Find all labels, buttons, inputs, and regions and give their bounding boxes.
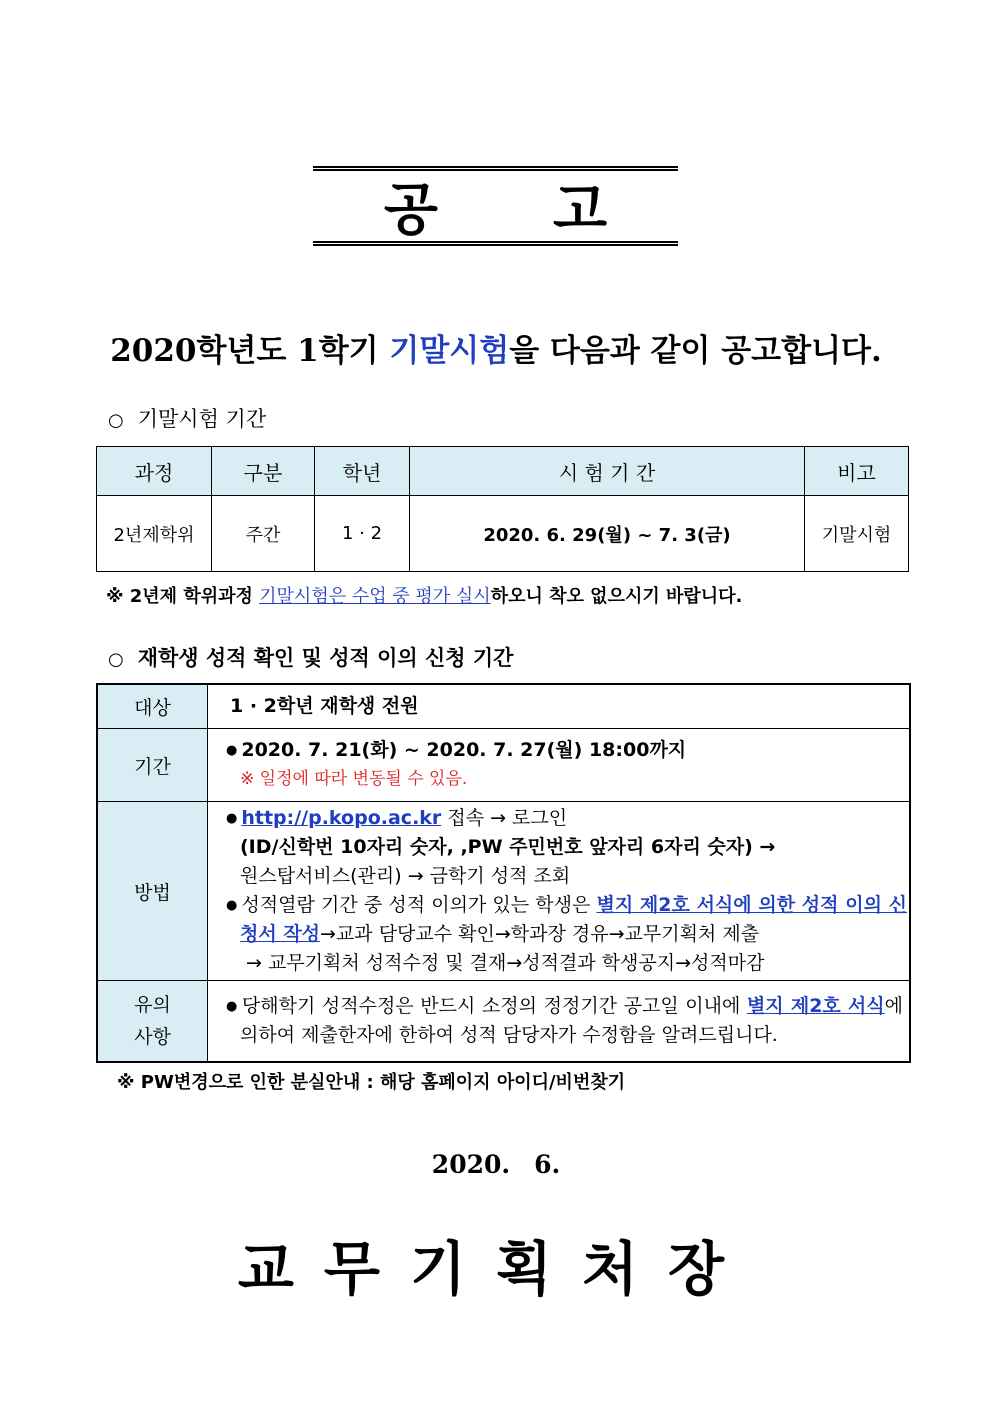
cell-grade: 1 · 2 (315, 496, 410, 572)
headline-suffix: 을 다음과 같이 공고합니다. (509, 333, 882, 369)
exam-period-table (96, 446, 909, 572)
appeal-form-link[interactable]: 별지 제2호 서식에 의한 성적 이의 신청서 작성 (240, 894, 908, 945)
label-caution-1: 유의 (134, 994, 171, 1016)
period-note: ※ 일정에 따라 변동될 수 있음. (240, 769, 468, 789)
table-row (97, 496, 909, 572)
headline (0, 325, 992, 370)
dot-bullet-icon: ● (226, 811, 238, 826)
exam-note-prefix: ※ 2년제 학위과정 (106, 586, 260, 607)
headline-highlight: 기말시험 (389, 333, 510, 369)
value-period (208, 729, 911, 802)
row-method (97, 802, 910, 981)
circle-bullet-icon: ○ (108, 410, 124, 431)
table-header-row (97, 447, 909, 496)
section1-title (108, 403, 266, 433)
label-target: 대상 (97, 684, 208, 729)
header-grade: 학년 (315, 447, 410, 496)
method-appeal-pre: 성적열람 기간 중 성적 이의가 있는 학생은 (241, 894, 597, 916)
method-appeal-post: →교과 담당교수 확인→학과장 경유→교무기획처 제출 (320, 923, 760, 945)
exam-note (106, 582, 742, 608)
value-method (208, 802, 911, 981)
date-month: 6. (534, 1150, 561, 1179)
row-caution (97, 981, 910, 1063)
portal-link[interactable]: http://p.kopo.ac.kr (241, 807, 442, 829)
section2-title (108, 642, 513, 672)
row-period (97, 729, 910, 802)
caution-form-link[interactable]: 별지 제2호 서식 (746, 995, 885, 1017)
title-char-left: 공 (383, 178, 438, 243)
label-method: 방법 (97, 802, 208, 981)
notice-date (0, 1150, 992, 1179)
header-course: 과정 (97, 447, 212, 496)
method-credentials: (ID/신학번 10자리 숫자, ,PW 주민번호 앞자리 6자리 숫자) → (240, 836, 776, 858)
method-step1: 접속 → 로그인 (441, 807, 568, 829)
exam-note-highlight: 기말시험은 수업 중 평가 실시 (259, 586, 491, 607)
method-step2: 원스탑서비스(관리) → 금학기 성적 조회 (240, 865, 571, 887)
cell-type: 주간 (212, 496, 315, 572)
password-note: ※ PW변경으로 인한 분실안내 : 해당 홈페이지 아이디/비번찾기 (117, 1072, 626, 1093)
header-remark: 비고 (805, 447, 909, 496)
cell-remark: 기말시험 (805, 496, 909, 572)
headline-prefix: 2020학년도 1학기 (110, 333, 390, 369)
cell-period: 2020. 6. 29(월) ~ 7. 3(금) (410, 496, 805, 572)
dot-bullet-icon: ● (226, 898, 238, 913)
value-caution (208, 981, 911, 1063)
dot-bullet-icon: ● (226, 999, 238, 1014)
row-target (97, 684, 910, 729)
section1-title-text: 기말시험 기간 (137, 407, 267, 431)
period-dates: 2020. 7. 21(화) ~ 2020. 7. 27(월) 18:00까지 (241, 739, 687, 761)
dot-bullet-icon: ● (226, 743, 238, 758)
header-period: 시 험 기 간 (410, 447, 805, 496)
caution-post: 에 의하여 제출한자에 한하여 성적 담당자가 수정함을 알려드립니다. (240, 995, 904, 1046)
section2-title-text: 재학생 성적 확인 및 성적 이의 신청 기간 (137, 646, 514, 670)
notice-title (313, 166, 678, 246)
label-period: 기간 (97, 729, 208, 802)
circle-bullet-icon: ○ (108, 649, 124, 670)
method-step3: → 교무기획처 성적수정 및 결재→성적결과 학생공지→성적마감 (246, 952, 765, 974)
label-caution (97, 981, 208, 1063)
value-target: 1 · 2학년 재학생 전원 (208, 684, 911, 729)
cell-course: 2년제학위 (97, 496, 212, 572)
method-appeal (226, 891, 907, 949)
grade-appeal-table (96, 683, 911, 1063)
exam-note-suffix: 하오니 착오 없으시기 바랍니다. (490, 586, 743, 607)
signer: 교무기획처장 (237, 1235, 755, 1303)
title-char-right: 고 (553, 178, 608, 243)
date-year: 2020. (431, 1150, 511, 1179)
label-caution-2: 사항 (134, 1026, 171, 1048)
caution-pre: 당해학기 성적수정은 반드시 소정의 정정기간 공고일 이내에 (241, 995, 747, 1017)
header-type: 구분 (212, 447, 315, 496)
